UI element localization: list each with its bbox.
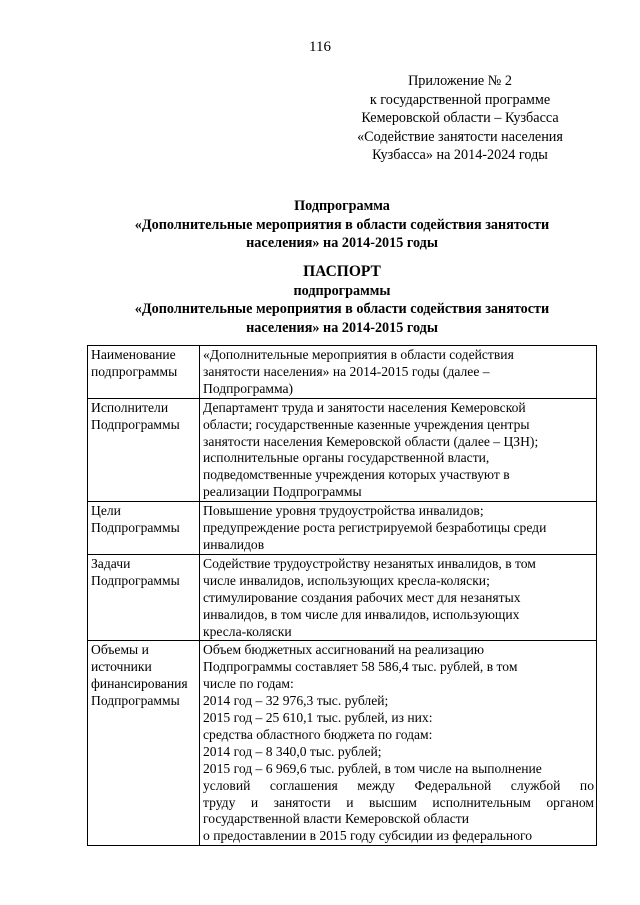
row-content-line: 2014 год – 32 976,3 тыс. рублей; bbox=[203, 693, 389, 709]
row-content-line: Подпрограмма) bbox=[203, 380, 294, 396]
row-label-line: источники bbox=[91, 659, 152, 675]
passport-table bbox=[87, 345, 597, 846]
row-content-line: подведомственные учреждения которых участвуют в bbox=[203, 467, 510, 483]
page-number: 116 bbox=[309, 39, 331, 55]
row-content-cell bbox=[200, 641, 597, 846]
row-content-line: Департамент труда и занятости населения Кемеровской bbox=[203, 399, 526, 415]
row-label-line: Задачи bbox=[91, 555, 131, 571]
table-row bbox=[88, 502, 597, 555]
appendix-line: Кузбасса» на 2014-2024 годы bbox=[372, 147, 548, 163]
row-content-line: 2015 год – 25 610,1 тыс. рублей, из них: bbox=[203, 710, 433, 726]
subprogram-heading-line: «Дополнительные мероприятия в области содействия занятости bbox=[134, 216, 550, 233]
appendix-line: к государственной программе bbox=[369, 91, 551, 108]
row-label-line: Подпрограммы bbox=[91, 416, 180, 432]
row-label-line: Подпрограммы bbox=[91, 572, 180, 588]
passport-heading bbox=[80, 263, 604, 337]
table-row bbox=[88, 398, 597, 501]
row-label-cell bbox=[88, 554, 200, 641]
row-label-line: финансирования bbox=[91, 676, 188, 692]
row-content-line: области; государственные казенные учреждения центры bbox=[203, 416, 530, 432]
row-content-line: стимулирование создания рабочих мест для незанятых bbox=[203, 589, 521, 605]
row-label-line: подпрограммы bbox=[91, 363, 178, 379]
row-content-line: занятости населения Кемеровской области (далее – ЦЗН); bbox=[203, 433, 539, 449]
row-content-line: инвалидов, в том числе для инвалидов, использующих bbox=[203, 606, 520, 622]
row-content-line: Подпрограммы составляет 58 586,4 тыс. рублей, в том bbox=[203, 659, 518, 675]
row-label-cell bbox=[88, 346, 200, 399]
row-content-line: инвалидов bbox=[203, 536, 265, 552]
row-content-line: числе инвалидов, использующих кресла-коляски; bbox=[203, 572, 490, 588]
row-content-cell bbox=[200, 502, 597, 555]
table-row bbox=[88, 554, 597, 641]
row-content-line: о предоставлении в 2015 году субсидии из федерального bbox=[203, 828, 533, 844]
row-content-line: Содействие трудоустройству незанятых инвалидов, в том bbox=[203, 555, 536, 571]
row-content-line: числе по годам: bbox=[203, 676, 294, 692]
appendix-line: Приложение № 2 bbox=[408, 73, 512, 89]
row-label-line: Подпрограммы bbox=[91, 693, 180, 709]
subprogram-heading-line: населения» на 2014-2015 годы bbox=[246, 235, 438, 251]
row-label-line: Объемы и bbox=[91, 642, 149, 658]
row-content-line: 2015 год – 6 969,6 тыс. рублей, в том числе на выполнение bbox=[203, 760, 542, 776]
table-row bbox=[88, 346, 597, 399]
row-content-line: занятости населения» на 2014-2015 годы (далее – bbox=[203, 363, 490, 379]
passport-title: ПАСПОРТ bbox=[303, 263, 381, 280]
row-content-cell bbox=[200, 346, 597, 399]
row-content-line: реализации Подпрограммы bbox=[203, 484, 362, 500]
subprogram-heading bbox=[80, 197, 604, 253]
row-label-line: Цели bbox=[91, 503, 121, 519]
passport-heading-line: подпрограммы bbox=[293, 282, 391, 299]
subprogram-heading-line: Подпрограмма bbox=[294, 198, 390, 214]
row-content-line: предупреждение роста регистрируемой безработицы среди bbox=[203, 520, 547, 536]
row-label-cell bbox=[88, 502, 200, 555]
appendix-line: Кемеровской области – Кузбасса bbox=[361, 110, 559, 126]
row-content-line: 2014 год – 8 340,0 тыс. рублей; bbox=[203, 743, 382, 759]
row-content-cell bbox=[200, 554, 597, 641]
row-label-cell bbox=[88, 398, 200, 501]
passport-heading-line: населения» на 2014-2015 годы bbox=[246, 319, 438, 336]
row-content-line: труду и занятости и высшим исполнительным органом bbox=[203, 794, 594, 810]
appendix-line: «Содействие занятости населения bbox=[357, 128, 563, 145]
row-label-line: Наименование bbox=[91, 347, 176, 362]
row-content-line: кресла-коляски bbox=[203, 623, 292, 639]
passport-heading-line: «Дополнительные мероприятия в области содействия занятости bbox=[134, 301, 550, 317]
row-content-line: государственной власти Кемеровской области bbox=[203, 811, 469, 827]
row-content-line: исполнительные органы государственной власти, bbox=[203, 450, 490, 466]
appendix-block bbox=[330, 72, 590, 165]
table-row bbox=[88, 641, 597, 846]
row-label-cell bbox=[88, 641, 200, 846]
row-label-line: Подпрограммы bbox=[91, 520, 180, 536]
row-content-cell bbox=[200, 398, 597, 501]
row-content-line: Объем бюджетных ассигнований на реализацию bbox=[203, 642, 485, 658]
row-content-line: условий соглашения между Федеральной службой по bbox=[203, 777, 594, 793]
row-content-line: Повышение уровня трудоустройства инвалидов; bbox=[203, 503, 484, 519]
row-content-line: «Дополнительные мероприятия в области содействия bbox=[203, 347, 514, 362]
row-label-line: Исполнители bbox=[91, 399, 169, 415]
row-content-line: средства областного бюджета по годам: bbox=[203, 726, 433, 742]
